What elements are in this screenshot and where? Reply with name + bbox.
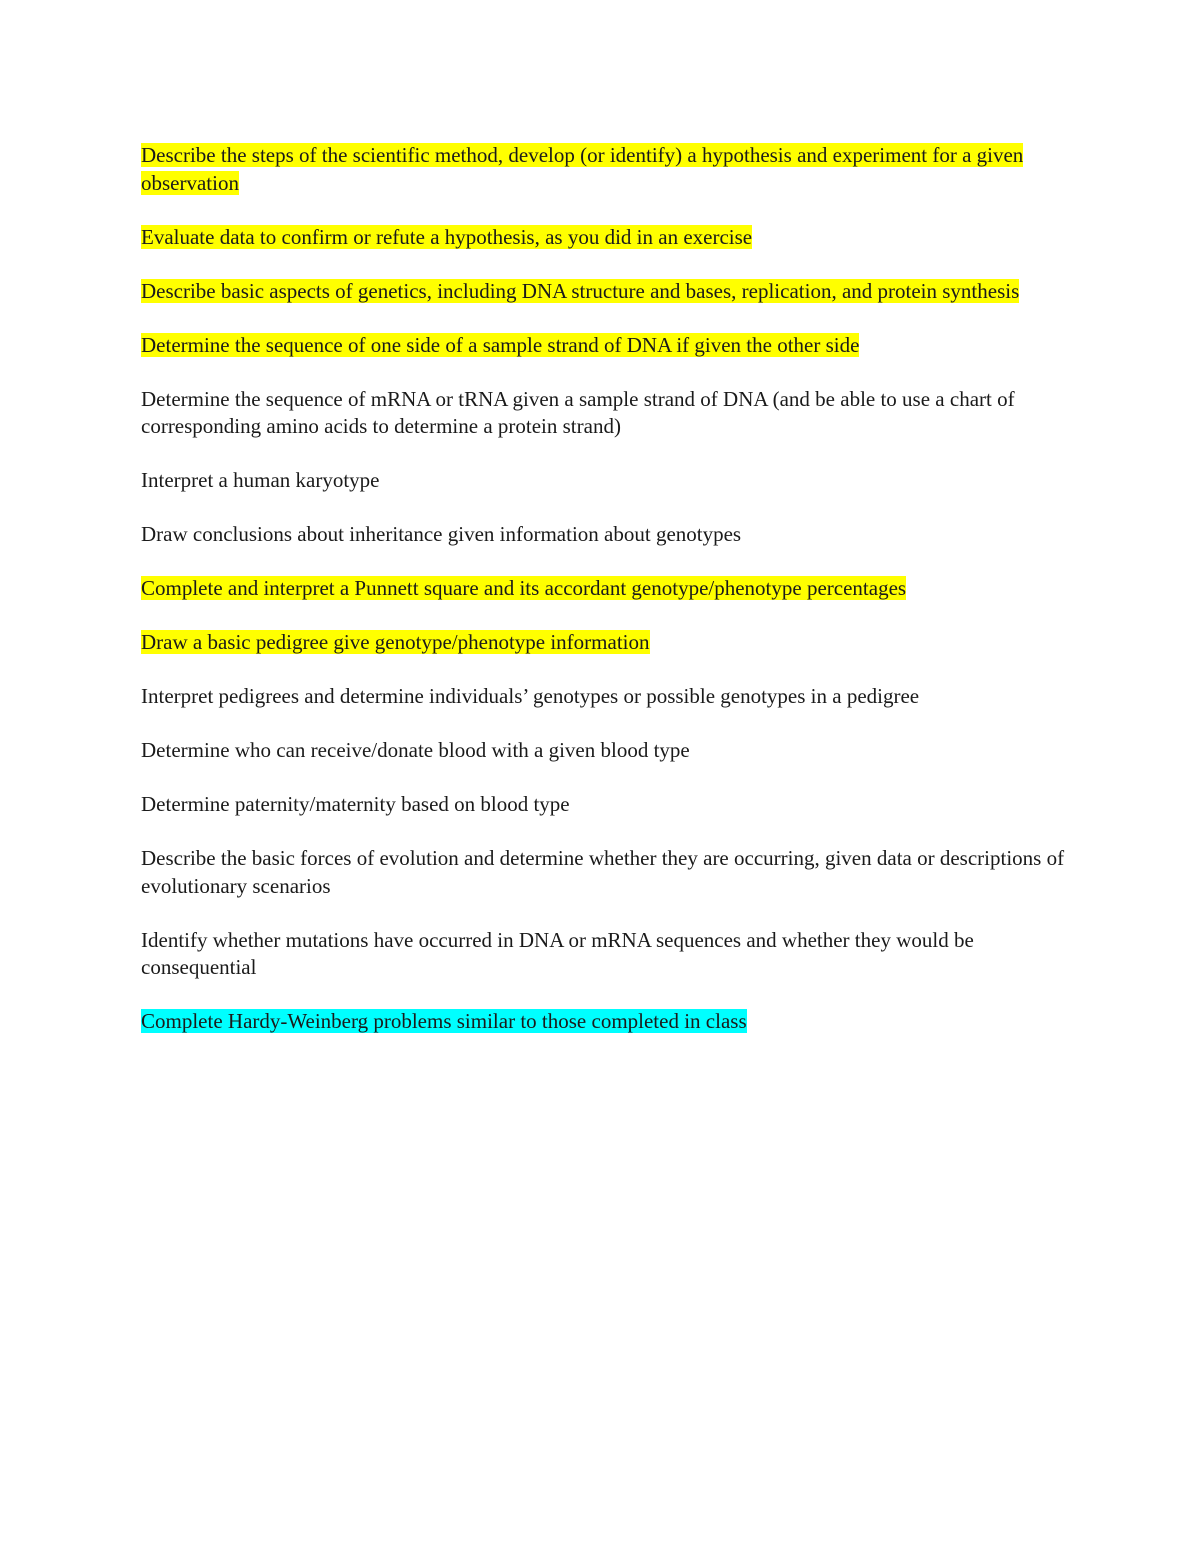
objective-evolution-forces (141, 845, 1066, 900)
objective-dna-complement (141, 332, 1066, 360)
objective-text: Determine the sequence of mRNA or tRNA given a sample strand of DNA (and be able to use a chart of corresponding amino acids to determine a protein strand) (141, 386, 1015, 438)
objective-text: Draw a basic pedigree give genotype/phenotype information (141, 630, 650, 654)
objective-text: Evaluate data to confirm or refute a hypothesis, as you did in an exercise (141, 224, 753, 249)
objective-inheritance (141, 521, 1066, 549)
objective-text: Complete Hardy-Weinberg problems similar to those completed in class (141, 1009, 747, 1033)
objective-text: Describe basic aspects of genetics, including DNA structure and bases, replication, and protein synthesis (141, 278, 1020, 303)
objective-text: Interpret pedigrees and determine individuals’ genotypes or possible genotypes in a pedigree (141, 684, 920, 708)
objective-mutations (141, 927, 1066, 982)
objective-text: Determine the sequence of one side of a sample strand of DNA if given the other side (141, 332, 860, 357)
objective-punnett-square (141, 575, 1066, 603)
objective-text: Identify whether mutations have occurred in DNA or mRNA sequences and whether they would be consequential (141, 927, 974, 979)
objective-hardy-weinberg (141, 1008, 1066, 1036)
objective-text: Draw conclusions about inheritance given information about genotypes (141, 522, 742, 546)
objective-evaluate-data (141, 224, 1066, 252)
objective-interpret-pedigrees (141, 683, 1066, 711)
objective-text: Determine paternity/maternity based on blood type (141, 792, 570, 816)
objective-text: Describe the steps of the scientific method, develop (or identify) a hypothesis and experiment for a given observation (141, 143, 1024, 195)
objective-text: Interpret a human karyotype (141, 468, 380, 492)
objective-scientific-method (141, 142, 1066, 197)
objective-text: Complete and interpret a Punnett square and its accordant genotype/phenotype percentages (141, 576, 907, 600)
objective-draw-pedigree (141, 629, 1066, 657)
objective-mrna-trna (141, 386, 1066, 441)
objective-text: Describe the basic forces of evolution and determine whether they are occurring, given data or descriptions of evolutionary scenarios (141, 846, 1065, 898)
objective-blood-donation (141, 737, 1066, 765)
objective-paternity (141, 791, 1066, 819)
objective-genetics-basics (141, 278, 1066, 306)
objective-text: Determine who can receive/donate blood with a given blood type (141, 738, 690, 762)
objective-karyotype (141, 467, 1066, 495)
document-body (141, 142, 1066, 1062)
